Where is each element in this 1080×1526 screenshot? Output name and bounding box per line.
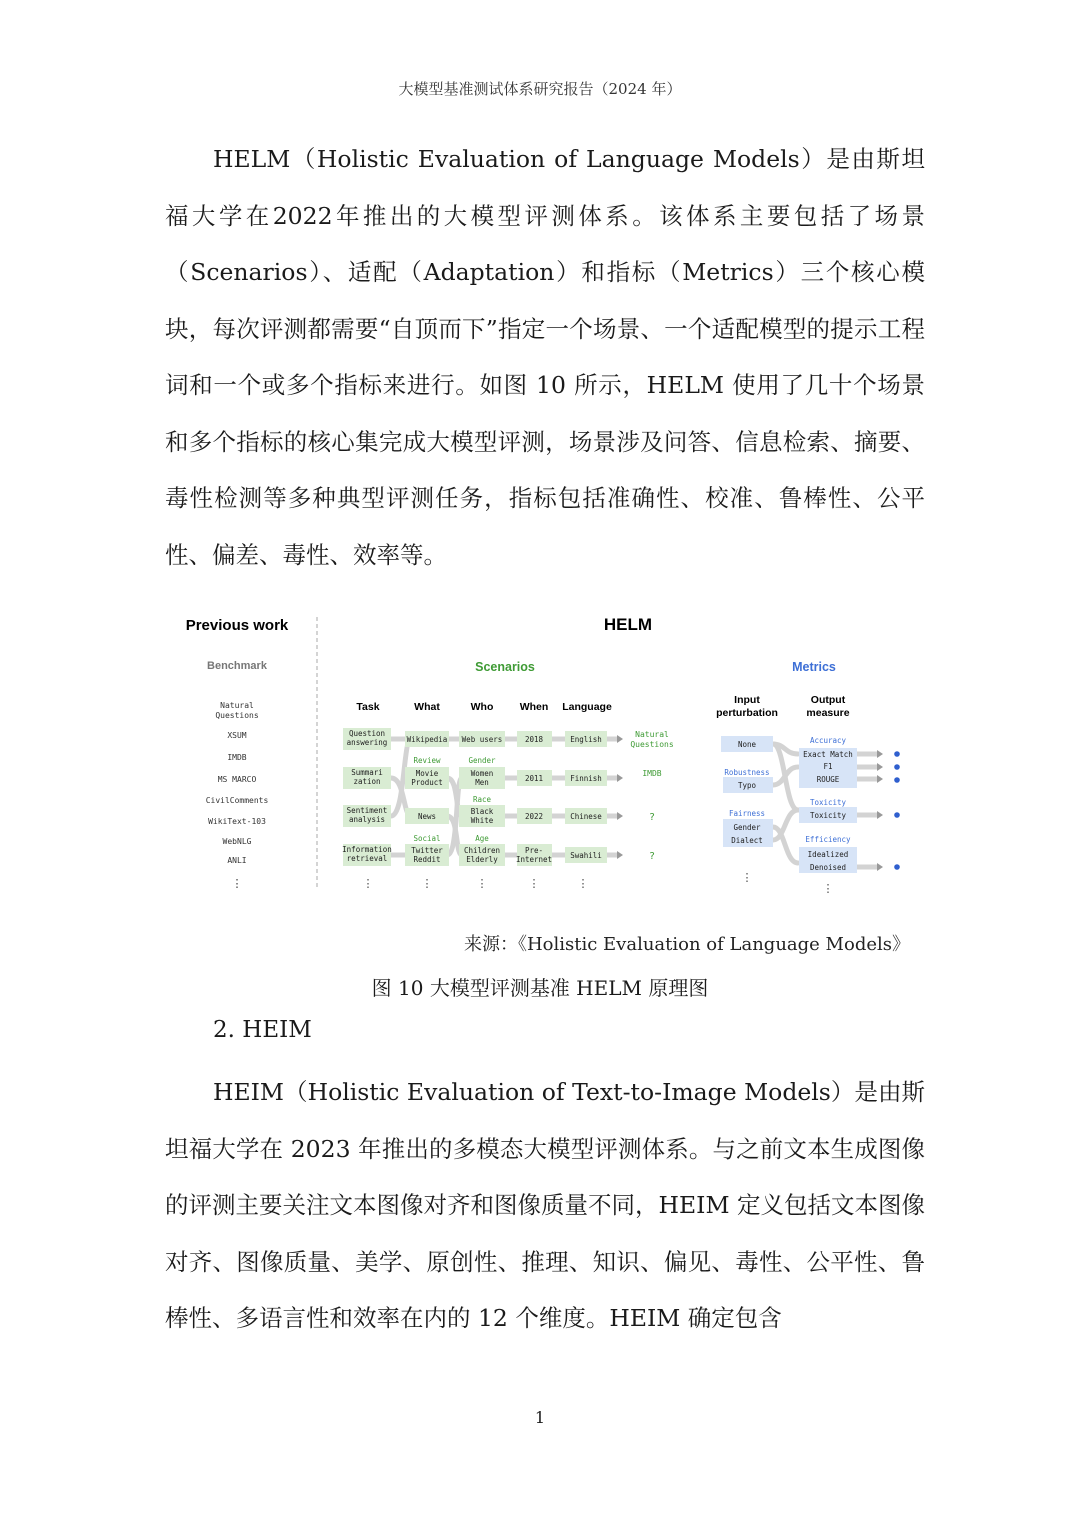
- when-label: Pre-: [524, 846, 544, 855]
- what-label: Movie: [415, 769, 439, 778]
- measure-label: F1: [823, 762, 833, 771]
- measure-label: Denoised: [809, 863, 847, 872]
- benchmark-item: WebNLG: [222, 837, 252, 846]
- ellipsis: ⋮: [362, 877, 374, 890]
- figure-source: 来源：《Holistic Evaluation of Language Models》: [463, 934, 910, 955]
- col-input: Input: [734, 694, 760, 706]
- what-category: Social: [413, 834, 441, 843]
- task-label: Sentiment: [346, 806, 388, 815]
- benchmark-item: ANLI: [227, 856, 247, 865]
- what-label: Wikipedia: [406, 735, 448, 744]
- figure-caption: 图 10 大模型评测基准 HELM 原理图: [371, 976, 709, 1000]
- result-label: Questions: [630, 740, 674, 749]
- ellipsis: ⋮: [822, 882, 834, 895]
- section-heading: 2. HEIM: [213, 1017, 312, 1043]
- when-label: 2022: [524, 812, 544, 821]
- ellipsis: ⋮: [421, 877, 433, 890]
- benchmark-label: Benchmark: [207, 660, 267, 672]
- result-label: ?: [648, 851, 656, 862]
- what-label: Product: [411, 778, 443, 787]
- col-who: Who: [470, 701, 494, 713]
- language-label: English: [570, 735, 602, 744]
- col-output: Output: [810, 694, 846, 706]
- previous-work-title: Previous work: [185, 617, 289, 634]
- perturbation-category: Fairness: [728, 809, 766, 818]
- when-label: 2011: [524, 774, 544, 783]
- who-label: White: [470, 816, 494, 825]
- benchmark-item: IMDB: [227, 753, 247, 762]
- perturbation-label: None: [737, 740, 757, 749]
- result-label: Natural: [635, 730, 669, 739]
- what-label: News: [417, 812, 437, 821]
- task-label: retrieval: [346, 854, 388, 863]
- who-category: Gender: [468, 756, 496, 765]
- col-what: What: [414, 701, 440, 713]
- paragraph-helm: HELM（Holistic Evaluation of Language Models）是由斯坦福大学在2022年推出的大模型评测体系。该体系主要包括了场景（Scenarios）、适配（Adaptation）和指标（Metrics）三个核心模块，每次评测都需要“自顶而下”指定一个场景、一个适配模型的提示工程词和一个或多个指标来进行。如图 10 所示，HELM 使用了几十个场景和多个指标的核心集完成大模型评测，场景涉及问答、信息检索、摘要、毒性检测等多种典型评测任务，指标包括准确性、校准、鲁棒性、公平性、偏差、毒性、效率等。: [165, 145, 925, 569]
- benchmark-item: XSUM: [227, 731, 247, 740]
- perturbation-label: Dialect: [731, 836, 763, 845]
- result-label: IMDB: [642, 769, 662, 778]
- benchmark-item: Natural: [220, 701, 254, 710]
- metric-result-dots: [894, 751, 900, 870]
- measure-category: Efficiency: [805, 835, 851, 844]
- who-category: Age: [475, 834, 489, 843]
- who-category: Race: [472, 795, 492, 804]
- benchmark-item: Questions: [215, 711, 259, 720]
- page-number: 1: [534, 1408, 546, 1427]
- when-label: Internet: [515, 855, 553, 864]
- language-label: Chinese: [570, 812, 602, 821]
- ellipsis: ⋮: [741, 871, 753, 884]
- ellipsis: ⋮: [476, 877, 488, 890]
- ellipsis: ⋮: [528, 877, 540, 890]
- benchmark-item: CivilComments: [205, 796, 269, 805]
- who-label: Children: [463, 846, 501, 855]
- col-input-2: perturbation: [716, 707, 778, 719]
- what-category: Review: [413, 756, 441, 765]
- col-task: Task: [356, 701, 380, 713]
- benchmark-item: ⋮: [231, 877, 243, 890]
- who-label: Web users: [461, 735, 503, 744]
- paragraph-heim: HEIM（Holistic Evaluation of Text-to-Image Models）是由斯坦福大学在 2023 年推出的多模态大模型评测体系。与之前文本生成图像的评测主要关注文本图像对齐和图像质量不同，HEIM 定义包括文本图像对齐、图像质量、美学、原创性、推理、知识、偏见、毒性、公平性、鲁棒性、多语言性和效率在内的 12 个维度。HEIM 确定包含: [165, 1078, 925, 1332]
- task-label: answering: [346, 738, 388, 747]
- language-label: Finnish: [570, 774, 602, 783]
- benchmark-item: MS MARCO: [217, 775, 257, 784]
- when-label: 2018: [524, 735, 544, 744]
- scenarios-title: Scenarios: [475, 660, 535, 674]
- benchmark-item: WikiText-103: [208, 817, 266, 826]
- measure-label: Toxicity: [809, 811, 847, 820]
- measure-label: ROUGE: [816, 775, 840, 784]
- who-label: Black: [470, 807, 494, 816]
- running-header: 大模型基准测试体系研究报告（2024 年）: [398, 80, 682, 98]
- measure-label: Idealized: [807, 850, 849, 859]
- col-output-2: measure: [806, 707, 850, 719]
- task-label: Summari: [351, 768, 383, 777]
- measure-category: Toxicity: [809, 798, 847, 807]
- task-label: analysis: [348, 815, 386, 824]
- task-label: zation: [353, 777, 381, 786]
- who-label: Elderly: [466, 855, 498, 864]
- ellipsis: ⋮: [577, 877, 589, 890]
- who-label: Men: [475, 778, 489, 787]
- helm-title: HELM: [603, 615, 653, 634]
- perturbation-category: Robustness: [724, 768, 770, 777]
- what-label: Reddit: [413, 855, 441, 864]
- helm-figure: [165, 605, 925, 905]
- col-language: Language: [562, 701, 612, 713]
- measure-label: Exact Match: [803, 750, 853, 759]
- measure-category: Accuracy: [809, 736, 847, 745]
- col-when: When: [519, 701, 549, 713]
- perturbation-label: Gender: [733, 823, 761, 832]
- result-label: ?: [648, 812, 656, 823]
- who-label: Women: [470, 769, 494, 778]
- what-label: Twitter: [411, 846, 443, 855]
- task-label: Question: [348, 729, 386, 738]
- perturbation-label: Typo: [737, 781, 757, 790]
- task-label: Information: [342, 845, 392, 854]
- language-label: Swahili: [570, 851, 602, 860]
- metrics-title: Metrics: [792, 660, 836, 674]
